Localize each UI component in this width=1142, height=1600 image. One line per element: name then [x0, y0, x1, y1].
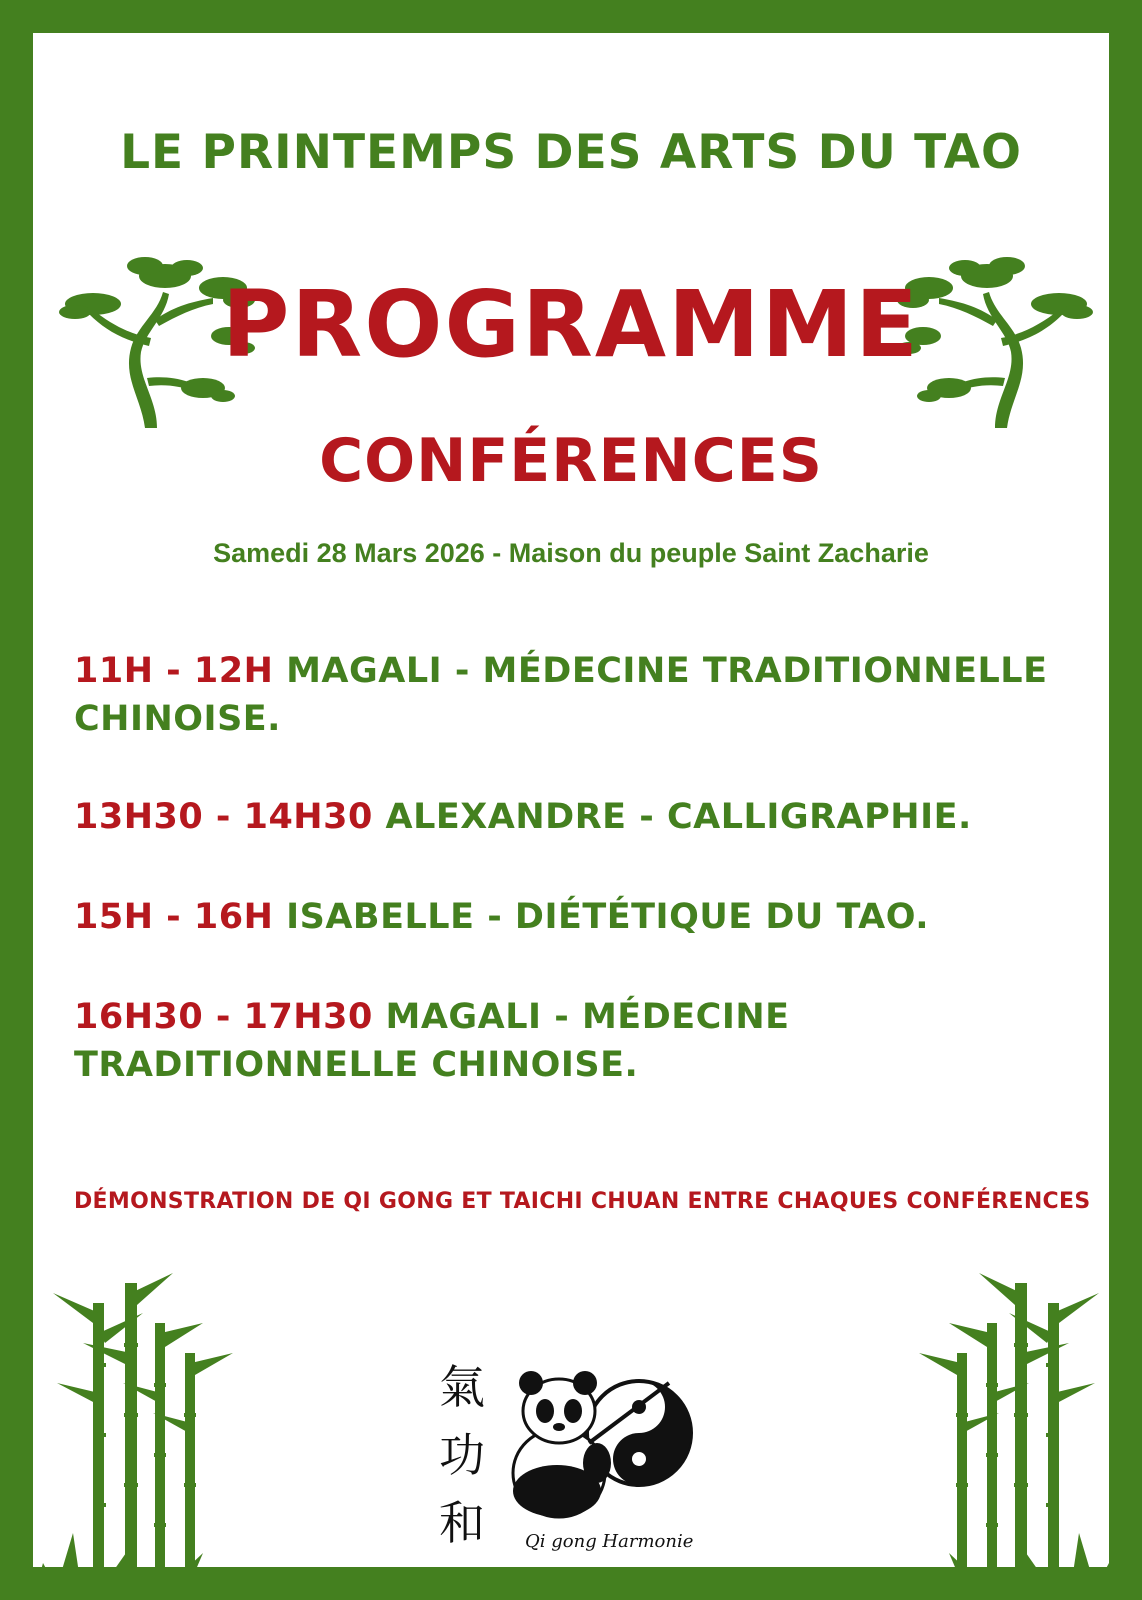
logo-character: 氣 — [439, 1360, 485, 1414]
schedule-time: 11H - 12H — [74, 651, 274, 691]
main-title: PROGRAMME — [222, 271, 920, 378]
bamboo-icon — [839, 1273, 1119, 1600]
subtitle: CONFÉRENCES — [319, 426, 823, 496]
schedule-description: ISABELLE - DIÉTÉTIQUE DU TAO. — [286, 897, 930, 937]
logo-name: Qi gong Harmonie — [525, 1531, 694, 1552]
schedule-description: ALEXANDRE - CALLIGRAPHIE. — [385, 797, 972, 837]
schedule-item — [74, 993, 1074, 1089]
schedule-description: MAGALI - MÉDECINE TRADITIONNELLE CHINOISE. — [74, 997, 790, 1085]
schedule-time: 16H30 - 17H30 — [74, 997, 373, 1037]
demonstration-note: DÉMONSTRATION DE QI GONG ET TAICHI CHUAN ENTRE CHAQUES CONFÉRENCES — [74, 1189, 1091, 1214]
date-location: Samedi 28 Mars 2026 - Maison du peuple Saint Zacharie — [213, 538, 929, 568]
logo-character: 功 — [439, 1428, 485, 1482]
schedule-item — [74, 647, 1074, 793]
qigong-harmonie-logo — [429, 1353, 699, 1568]
logo-characters — [437, 1353, 487, 1557]
event-title: LE PRINTEMPS DES ARTS DU TAO — [120, 125, 1022, 180]
schedule-item — [74, 893, 1074, 993]
logo-character: 和 — [439, 1496, 485, 1550]
bamboo-icon — [33, 1273, 313, 1600]
schedule-item — [74, 793, 1074, 893]
schedule-time: 15H - 16H — [74, 897, 274, 937]
panda-icon — [499, 1363, 699, 1533]
schedule-time: 13H30 - 14H30 — [74, 797, 373, 837]
schedule-list — [74, 647, 1074, 1089]
schedule-description: MAGALI - MÉDECINE TRADITIONNELLE CHINOISE. — [74, 651, 1048, 739]
